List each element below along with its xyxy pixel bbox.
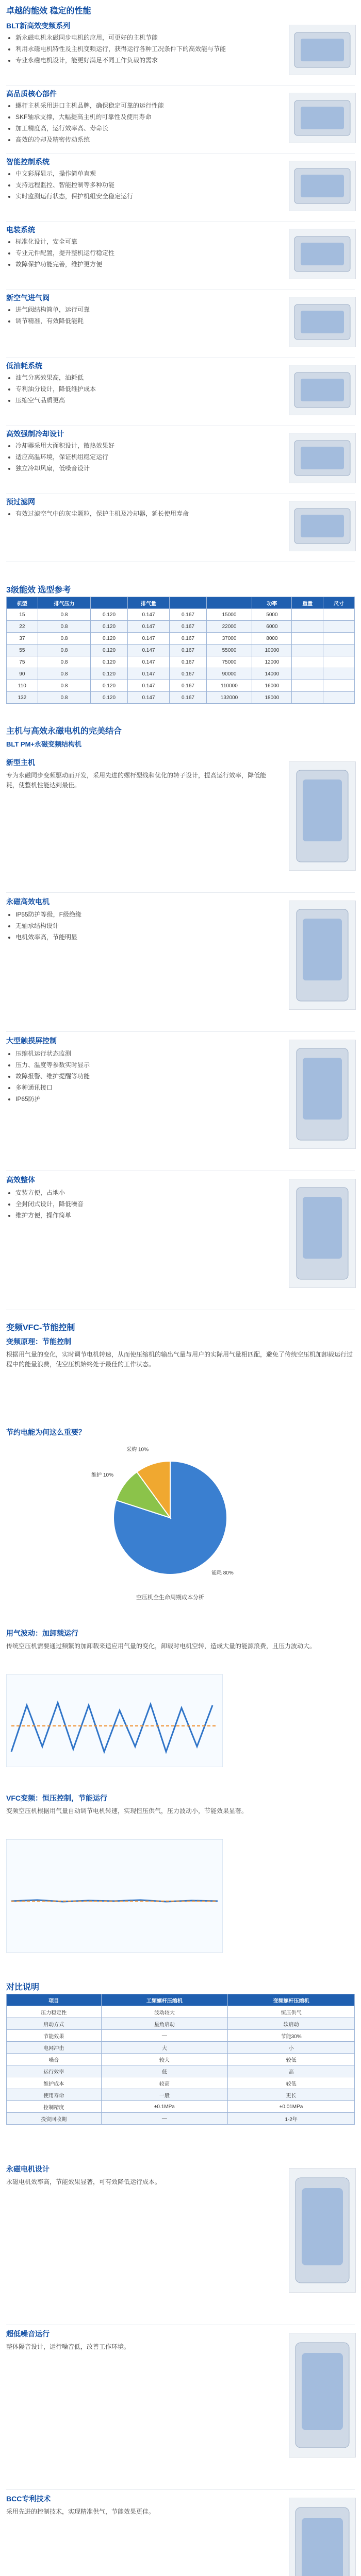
feature-section [0, 361, 361, 425]
table-cell: 5000 [252, 609, 292, 621]
feature2-bullet: • 无轴承结构设计 [15, 921, 284, 930]
table-cell: 0.147 [127, 668, 170, 680]
feature2-image [289, 761, 356, 871]
feature-title: 预过滤网 [6, 498, 35, 506]
footer-title: 永磁电机设计 [6, 2165, 50, 2173]
table1-header-cell: 功率 [252, 597, 292, 609]
table-cell: 16000 [252, 680, 292, 692]
footer-section [0, 2494, 361, 2576]
footer-title: BCC专利技术 [6, 2495, 51, 2503]
table-row [7, 692, 355, 704]
feature-image [289, 297, 356, 347]
footer-section [0, 2329, 361, 2488]
pie-title: 节约电能为何这么重要？ [6, 1428, 86, 1436]
table-cell: 37000 [206, 633, 252, 645]
feature2-bullet: • 压缩机运行状态监测 [15, 1049, 284, 1058]
table-cell: 星角启动 [101, 2018, 228, 2030]
table-cell: 一般 [101, 2089, 228, 2101]
feature-image [289, 161, 356, 211]
table-cell: 0.120 [91, 668, 127, 680]
pie-label: 维护 10% [91, 1472, 113, 1479]
feature-title: 高效强制冷却设计 [6, 430, 64, 438]
table1-body [7, 609, 355, 704]
feature-bullet: • SKF轴承支撑，大幅提高主机的可靠性及使用寿命 [15, 112, 273, 122]
footer-image [289, 2498, 356, 2576]
table-cell: 小 [228, 2042, 355, 2054]
feature-bullet: • 新永磁电机永磁同步电机的应用，可更好的主机节能 [15, 33, 273, 42]
table-cell: 132 [7, 692, 38, 704]
table1-header-cell: 重量 [292, 597, 323, 609]
feature2-title: 高效整体 [6, 1176, 35, 1184]
feature-image [289, 365, 356, 415]
table-cell: 0.147 [127, 609, 170, 621]
feature-section [0, 293, 361, 357]
chart2-title: VFC变频：恒压控制，节能运行 [6, 1794, 107, 1802]
section2-subtitle: BLT PM+永磁变频结构机 [6, 740, 82, 748]
feature2-bullets [6, 910, 284, 944]
chart1-section [0, 1628, 361, 1783]
table-cell: 0.120 [91, 656, 127, 668]
feature-bullet: • 故障保护功能完善，维护更方便 [15, 260, 273, 269]
vfc-title: 变频VFC-节能控制 [6, 1324, 75, 1332]
table1-header-cell [170, 597, 206, 609]
feature-section [0, 21, 361, 84]
section2-title: 主机与高效永磁电机的完美结合 [6, 727, 122, 736]
feature2-image [289, 1040, 356, 1149]
feature2-bullet: • 多种通讯接口 [15, 1083, 284, 1092]
table2 [6, 1994, 355, 2125]
table-cell [323, 656, 355, 668]
table2-header-cell: 项目 [7, 1994, 102, 2006]
feature-image [289, 433, 356, 483]
table-cell: 0.167 [170, 621, 206, 633]
table2-section [0, 1978, 361, 2154]
table-row [7, 2101, 355, 2113]
table-row [7, 2113, 355, 2125]
feature-bullet: • 专业永磁电机设计，能更好满足不同工作负载的需求 [15, 56, 273, 65]
chart2-graphic [6, 1839, 223, 1953]
feature2-section [0, 1175, 361, 1309]
feature-bullet: • 专利油分设计，降低维护成本 [15, 384, 273, 394]
table-cell: 6000 [252, 621, 292, 633]
table-cell: 低 [101, 2065, 228, 2077]
table-cell: — [101, 2113, 228, 2125]
chart1-text: 传统空压机需要通过频繁的加卸载来适应用气量的变化，卸载时电机空转，造成大量的能源浪费，且压力波动大。 [6, 1642, 316, 1650]
table-cell: 节能30% [228, 2030, 355, 2042]
feature-bullets [6, 169, 273, 203]
table-row [7, 633, 355, 645]
feature2-bullet: • 压力、温度等参数实时显示 [15, 1060, 284, 1070]
feature2-image [289, 1179, 356, 1288]
table-cell [323, 609, 355, 621]
pie-section [0, 1427, 361, 1613]
table-cell: 大 [101, 2042, 228, 2054]
feature2-text: 专为永磁同步变频驱动而开发，采用先进的螺杆型线和优化的转子设计，提高运行效率，降低能耗，使整机性能达到最佳。 [6, 772, 267, 789]
table-cell: 0.120 [91, 692, 127, 704]
feature-section [0, 429, 361, 493]
table-cell: 0.147 [127, 656, 170, 668]
table-cell [292, 633, 323, 645]
table-cell: 较低 [228, 2054, 355, 2065]
table2-header-cell: 变频螺杆压缩机 [228, 1994, 355, 2006]
table-cell: 0.8 [38, 680, 91, 692]
table-cell: 0.120 [91, 621, 127, 633]
table1-header-cell [206, 597, 252, 609]
feature2-title: 永磁高效电机 [6, 897, 50, 906]
table-cell: 0.167 [170, 668, 206, 680]
table1 [6, 597, 355, 704]
table-cell [292, 609, 323, 621]
table-cell: 0.147 [127, 692, 170, 704]
table-cell: 55000 [206, 645, 252, 656]
feature-image [289, 229, 356, 279]
vfc-subtitle: 变频原理：节能控制 [6, 1337, 71, 1346]
feature-title: 智能控制系统 [6, 158, 50, 166]
table-cell: 软启动 [228, 2018, 355, 2030]
table-cell: 高 [228, 2065, 355, 2077]
table-cell: 更长 [228, 2089, 355, 2101]
table-cell: 90000 [206, 668, 252, 680]
feature2-section [0, 896, 361, 1030]
table1-header-cell: 机型 [7, 597, 38, 609]
feature-section [0, 157, 361, 221]
chart1-graphic [6, 1674, 223, 1767]
feature2-bullet: • 故障报警、维护提醒等功能 [15, 1072, 284, 1081]
table-row [7, 2006, 355, 2018]
footer-section [0, 2164, 361, 2324]
chart1-title: 用气波动：加卸载运行 [6, 1629, 78, 1637]
feature-section [0, 225, 361, 289]
feature-title: 新空气进气阀 [6, 294, 50, 302]
table-cell: 节能效果 [7, 2030, 102, 2042]
table-cell: 75 [7, 656, 38, 668]
feature2-bullet: • IP55防护等级，F级绝缘 [15, 910, 284, 919]
feature2-bullets [6, 1049, 284, 1106]
table1-section [0, 581, 361, 715]
table-row [7, 645, 355, 656]
page-header [0, 0, 361, 15]
table-cell: 0.147 [127, 633, 170, 645]
table-cell: 0.167 [170, 680, 206, 692]
section-divider [6, 892, 355, 893]
footer-text: 采用先进的控制技术，实现精准供气，节能效果更佳。 [6, 2508, 155, 2515]
feature-bullet: • 螺杆主机采用进口主机品牌，确保稳定可靠的运行性能 [15, 101, 273, 110]
chart2-section [0, 1793, 361, 1968]
table-cell: 运行效率 [7, 2065, 102, 2077]
table1-title: 3级能效 选型参考 [6, 586, 71, 595]
feature2-bullet: • 维护方便，操作简单 [15, 1211, 284, 1220]
table-cell: 0.120 [91, 609, 127, 621]
table-cell: 启动方式 [7, 2018, 102, 2030]
table-cell: 0.8 [38, 609, 91, 621]
feature-bullets [6, 441, 273, 475]
feature-title: 低油耗系统 [6, 362, 42, 370]
table-row [7, 2030, 355, 2042]
feature-bullet: • 高效的冷却及精密传动系统 [15, 135, 273, 144]
table-cell: 18000 [252, 692, 292, 704]
table-cell: 8000 [252, 633, 292, 645]
table-cell [323, 668, 355, 680]
feature-bullet: • 进气阀结构简单，运行可靠 [15, 305, 273, 314]
table-cell: 0.167 [170, 633, 206, 645]
table-cell: 75000 [206, 656, 252, 668]
table-cell: 15000 [206, 609, 252, 621]
table-cell: 波动较大 [101, 2006, 228, 2018]
footer-image [289, 2333, 356, 2458]
table-cell: 较高 [101, 2077, 228, 2089]
table1-head [7, 597, 355, 609]
table-cell: 较大 [101, 2054, 228, 2065]
table-cell: 0.167 [170, 692, 206, 704]
table1-head-row [7, 597, 355, 609]
table-cell: ±0.01MPa [228, 2101, 355, 2113]
table-cell [292, 692, 323, 704]
table2-body [7, 2006, 355, 2125]
table-row [7, 2042, 355, 2054]
feature2-bullets [6, 1188, 284, 1222]
table-cell: 0.147 [127, 680, 170, 692]
footer-text: 永磁电机效率高，节能效果显著，可有效降低运行成本。 [6, 2178, 161, 2185]
table-cell [292, 668, 323, 680]
table-cell: 0.147 [127, 621, 170, 633]
table-cell: 恒压供气 [228, 2006, 355, 2018]
table2-title: 对比说明 [6, 1983, 40, 1992]
feature-bullet: • 标准化设计，安全可靠 [15, 237, 273, 246]
feature2-image [289, 901, 356, 1010]
table-cell: 压力稳定性 [7, 2006, 102, 2018]
table-cell: 电网冲击 [7, 2042, 102, 2054]
feature-bullet: • 油气分离效果高，油耗低 [15, 373, 273, 382]
table-row [7, 680, 355, 692]
feature-image [289, 93, 356, 143]
table-cell: 0.120 [91, 680, 127, 692]
table2-header-cell: 工频螺杆压缩机 [101, 1994, 228, 2006]
table-cell: 0.8 [38, 668, 91, 680]
feature2-title: 新型主机 [6, 758, 35, 767]
table-cell: 0.8 [38, 633, 91, 645]
table-cell: 22000 [206, 621, 252, 633]
table-cell: 15 [7, 609, 38, 621]
feature-bullet: • 有效过滤空气中的灰尘颗粒，保护主机及冷却器，延长使用寿命 [15, 509, 273, 518]
table-row [7, 621, 355, 633]
table-row [7, 668, 355, 680]
table-cell [323, 621, 355, 633]
feature2-section [0, 1036, 361, 1170]
table-cell: 1-2年 [228, 2113, 355, 2125]
pie-label: 能耗 80% [211, 1570, 234, 1577]
feature-bullet: • 支持远程监控、智能控制等多种功能 [15, 180, 273, 190]
pie-chart [41, 1440, 320, 1605]
table1-header-cell: 尺寸 [323, 597, 355, 609]
table-cell: 0.8 [38, 692, 91, 704]
feature-section [0, 89, 361, 152]
table-cell: 0.8 [38, 656, 91, 668]
table-cell: 0.120 [91, 645, 127, 656]
feature-bullets [6, 305, 273, 328]
feature-bullet: • 冷却器采用大面积设计，散热效果好 [15, 441, 273, 450]
feature-image [289, 501, 356, 551]
table-cell: 0.167 [170, 609, 206, 621]
table-cell: 投资回收期 [7, 2113, 102, 2125]
feature-bullets [6, 33, 273, 67]
table-cell: 110 [7, 680, 38, 692]
table-cell: 使用寿命 [7, 2089, 102, 2101]
feature-bullets [6, 509, 273, 520]
feature2-title: 大型触摸屏控制 [6, 1037, 57, 1045]
table-cell [323, 633, 355, 645]
feature-bullet: • 专业元件配置，提升整机运行稳定性 [15, 248, 273, 258]
table-row [7, 609, 355, 621]
table-cell: 0.120 [91, 633, 127, 645]
table-cell: 10000 [252, 645, 292, 656]
feature-bullet: • 加工精度高，运行效率高、寿命长 [15, 124, 273, 133]
page-title: 卓越的能效 稳定的性能 [6, 7, 91, 15]
section-divider [6, 1031, 355, 1032]
table-cell: 噪音 [7, 2054, 102, 2065]
feature-bullet: • 中文彩屏显示，操作简单直观 [15, 169, 273, 178]
feature2-bullet: • 安装方便，占地小 [15, 1188, 284, 1197]
table1-header-cell: 排气量 [127, 597, 170, 609]
table-cell: 控制精度 [7, 2101, 102, 2113]
table-cell [292, 656, 323, 668]
feature2-section [0, 757, 361, 891]
pie-label: 采购 10% [126, 1447, 149, 1453]
footer-title: 超低噪音运行 [6, 2330, 50, 2338]
table-cell [323, 645, 355, 656]
feature2-bullet: • 电机效率高，节能明显 [15, 933, 284, 942]
table-row [7, 656, 355, 668]
feature-title: BLT新高效变频系列 [6, 22, 71, 30]
feature-bullets [6, 373, 273, 407]
table-row [7, 2065, 355, 2077]
section2-header [0, 721, 361, 752]
feature-title: 电装系统 [6, 226, 35, 234]
chart2-text: 变频空压机根据用气量自动调节电机转速，实现恒压供气，压力波动小，节能效果显著。 [6, 1807, 248, 1815]
table2-head [7, 1994, 355, 2006]
table-row [7, 2018, 355, 2030]
table-cell: 22 [7, 621, 38, 633]
feature-bullet: • 压缩空气品质更高 [15, 396, 273, 405]
footer-text: 整体隔音设计，运行噪音低，改善工作环境。 [6, 2343, 130, 2350]
table-cell: 132000 [206, 692, 252, 704]
feature-title: 高品质核心部件 [6, 90, 57, 98]
vfc-text: 根据用气量的变化，实时调节电机转速，从而使压缩机的输出气量与用户的实际用气量相匹配，避免了传统空压机加卸载运行过程中的能量浪费，使空压机始终处于最佳的工作状态。 [6, 1351, 353, 1368]
table-cell: 0.8 [38, 621, 91, 633]
table-cell: 0.167 [170, 645, 206, 656]
feature-bullet: • 利用永磁电机特性及主机变频运行，获得运行各种工况条件下的高效能与节能 [15, 44, 273, 54]
table-cell: 37 [7, 633, 38, 645]
table-cell: 90 [7, 668, 38, 680]
table-cell: 12000 [252, 656, 292, 668]
table-cell: 55 [7, 645, 38, 656]
table-cell [292, 680, 323, 692]
table1-header-cell [91, 597, 127, 609]
table-cell [292, 645, 323, 656]
feature-bullets [6, 237, 273, 271]
feature-bullet: • 适应高温环境，保证机组稳定运行 [15, 452, 273, 462]
table-cell: 维护成本 [7, 2077, 102, 2089]
feature2-bullet: • IP65防护 [15, 1094, 284, 1104]
feature-bullet: • 实时监测运行状态，保护机组安全稳定运行 [15, 192, 273, 201]
table-cell: 0.147 [127, 645, 170, 656]
feature2-bullet: • 全封闭式设计，降低噪音 [15, 1199, 284, 1209]
feature-section [0, 497, 361, 561]
table-cell: — [101, 2030, 228, 2042]
table1-header-cell: 排气压力 [38, 597, 91, 609]
table-cell [292, 621, 323, 633]
section-divider [6, 2489, 355, 2490]
feature-bullet: • 独立冷却风扇，低噪音设计 [15, 464, 273, 473]
feature-bullet: • 调节精准，有效降低能耗 [15, 316, 273, 326]
table-cell [323, 680, 355, 692]
table-cell: 14000 [252, 668, 292, 680]
feature-bullets [6, 101, 273, 146]
footer-image [289, 2168, 356, 2293]
pie-caption: 空压机全生命周期成本分析 [136, 1595, 204, 1601]
table2-head-row [7, 1994, 355, 2006]
table-cell: ±0.1MPa [101, 2101, 228, 2113]
table-cell: 较低 [228, 2077, 355, 2089]
table-row [7, 2077, 355, 2089]
table-cell: 110000 [206, 680, 252, 692]
table-row [7, 2089, 355, 2101]
table-cell [323, 692, 355, 704]
table-cell: 0.8 [38, 645, 91, 656]
table-cell: 0.167 [170, 656, 206, 668]
feature-image [289, 25, 356, 75]
table-row [7, 2054, 355, 2065]
